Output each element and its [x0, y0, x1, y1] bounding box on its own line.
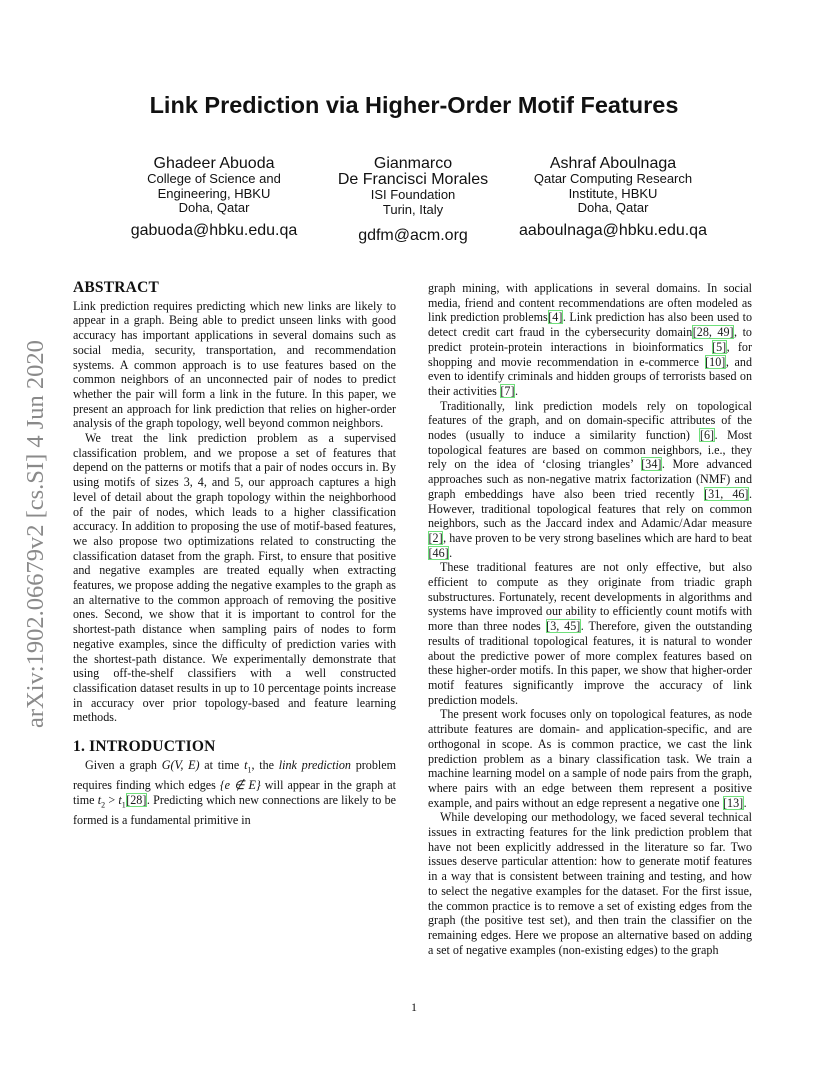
author-name: Ashraf Aboulnaga — [549, 155, 677, 172]
page-number: 1 — [411, 1000, 417, 1014]
citation-link[interactable]: [6] — [699, 428, 715, 443]
body-paragraph-3: These traditional features are not only effective, but also efficient to compute as they originate from triadic graph substructures. Fortunately, recent developments in algorithms and systems have improved our ability to efficiently count motifs with more than three nodes [3, 45]. Therefore, given the outstanding results of traditional topological features, it is natural to wonder about the predictive power of more complex features based on these higher-order motifs. In this paper, we show that higher-order motif features significantly improve the accuracy of link prediction models. — [428, 560, 752, 707]
author-email[interactable]: aaboulnaga@hbku.edu.qa — [519, 221, 707, 239]
citation-link[interactable]: [5] — [712, 339, 727, 354]
right-column — [428, 281, 752, 957]
author-block-2 — [322, 156, 504, 245]
body-paragraph-5: While developing our methodology, we faced several technical issues in extracting features for the link prediction problem that have not been explicitly addressed in the literature so far. Two issues deserve particular attention: how to generate motif features in a way that is consistent between training and testing, and how to select the negative examples for the dataset. For the first issue, the common practice is to remove a set of existing edges from the graph (the positive test set), and then train the classifier on the remaining edges. Here we propose an alternative based on adding a set of negative examples (non-existing edges) to the graph — [428, 810, 752, 957]
arxiv-identifier-stamp — [20, 310, 48, 730]
body-paragraph-4: The present work focuses only on topological features, as node attribute features are domain- and application-specific, and are orthogonal in scope. As is common practice, we cast the link prediction problem as a binary classification task. We train a machine learning model on a sample of node pairs from the graph, where pairs with an edge between them represent a positive example, and pairs without an edge represent a negative one [13]. — [428, 707, 752, 810]
author-email[interactable]: gdfm@acm.org — [358, 227, 468, 244]
author-name-line2: De Francisci Morales — [337, 171, 489, 188]
author-email[interactable]: gabuoda@hbku.edu.qa — [130, 221, 298, 239]
citation-link[interactable]: [28] — [126, 792, 147, 807]
citation-link[interactable]: [34] — [641, 457, 662, 472]
author-affiliation-line: Institute, HBKU — [568, 185, 658, 201]
citation-link[interactable]: [46] — [428, 545, 449, 560]
paper-title: Link Prediction via Higher-Order Motif Features — [149, 92, 679, 118]
citation-link[interactable]: [10] — [705, 354, 726, 369]
body-paragraph-1: graph mining, with applications in several domains. In social media, friend and content recommendations are often modeled as link prediction problems[4]. Link prediction has also been used to detect credit cart fraud in the cybersecurity domain[28, 49], to predict protein-protein interactions in bioinformatics [5], for shopping and movie recommendation in e-commerce [10], and even to identify criminals and hidden groups of terrorists based on their activities [7]. — [428, 281, 752, 398]
abstract-heading: ABSTRACT — [73, 279, 160, 296]
citation-link[interactable]: [13] — [723, 795, 744, 810]
author-affiliation-line: ISI Foundation — [370, 187, 456, 202]
author-affiliation-line: Engineering, HBKU — [157, 185, 271, 201]
citation-link[interactable]: [28, 49] — [692, 325, 734, 340]
author-affiliation-line: Qatar Computing Research — [533, 171, 693, 186]
arxiv-identifier-text: arXiv:1902.06679v2 [cs.SI] 4 Jun 2020 — [22, 340, 49, 728]
author-affiliation-line: Doha, Qatar — [178, 200, 250, 215]
author-affiliation-line: Doha, Qatar — [577, 200, 649, 215]
citation-link[interactable]: [7] — [500, 383, 515, 398]
author-block-1 — [124, 156, 304, 240]
author-affiliation-line: Turin, Italy — [382, 201, 444, 217]
author-name: Ghadeer Abuoda — [153, 155, 275, 172]
abstract-paragraph-1: Link prediction requires predicting which new links are likely to appear in a graph. Being able to predict unseen links with good accuracy has important applications in several domains such as social media, security, transportation, and recommendation systems. A common approach is to use features based on the common neighbors of an unconnected pair of nodes to predict whether the pair will form a link in the future. In this paper, we present an approach for link prediction that relies on higher-order analysis of the graph topology, well beyond common neighbors. — [73, 298, 396, 431]
introduction-heading: 1. INTRODUCTION — [73, 738, 216, 756]
citation-link[interactable]: [4] — [548, 310, 563, 325]
citation-link[interactable]: [2] — [428, 530, 443, 545]
citation-link[interactable]: [3, 45] — [546, 619, 581, 634]
author-name: Gianmarco — [373, 155, 453, 172]
abstract-paragraph-2: We treat the link prediction problem as a supervised classification problem, and we propose a set of features that depend on the patterns or motifs that a pair of nodes occurs in. By using motifs of sizes 3, 4, and 5, our approach captures a high level of detail about the graph topology within the neighborhood of the pair of nodes, which leads to a higher classification accuracy. In addition to proposing the use of motif-based features, we also propose two optimizations related to constructing the classification dataset from the graph. First, to ensure that positive and negative examples are treated equally when extracting features, we propose adding the negative examples to the graph as an alternative to the common approach of removing the positive ones. Second, we show that it is important to control for the shortest-path distance when sampling pairs of nodes to form negative examples, since the difficulty of prediction varies with the shortest-path distance. We experimentally demonstrate that using off-the-shelf classifiers with a well constructed classification dataset results in up to 10 percentage points increase in accuracy over prior topology-based and feature learning methods. — [73, 431, 396, 725]
body-paragraph-2: Traditionally, link prediction models rely on topological features of the graph, and on domain-specific attributes of the nodes (usually to induce a similarity function) [6]. Most topological features are based on common neighbors, i.e., they rely on the idea of ‘closing triangles’ [34]. More advanced approaches such as non-negative matrix factorization (NMF) and graph embeddings have also been tried recently [31, 46]. However, traditional topological features that rely on common neighbors, such as the Jaccard index and Adamic/Adar measure [2], have proven to be very strong baselines which are hard to beat [46]. — [428, 398, 752, 560]
citation-link[interactable]: [31, 46] — [704, 486, 749, 501]
left-column — [73, 281, 396, 827]
author-block-3 — [502, 156, 724, 240]
introduction-paragraph-1: Given a graph G(V, E) at time $t_1$, the link prediction problem requires finding which edges {e ∉ E} will appear in the graph at time $t_2 > t_1[28]$. Predicting which new connections are likely to be formed is a fundamental primitive in — [73, 757, 397, 827]
author-affiliation-line: College of Science and — [147, 171, 281, 186]
